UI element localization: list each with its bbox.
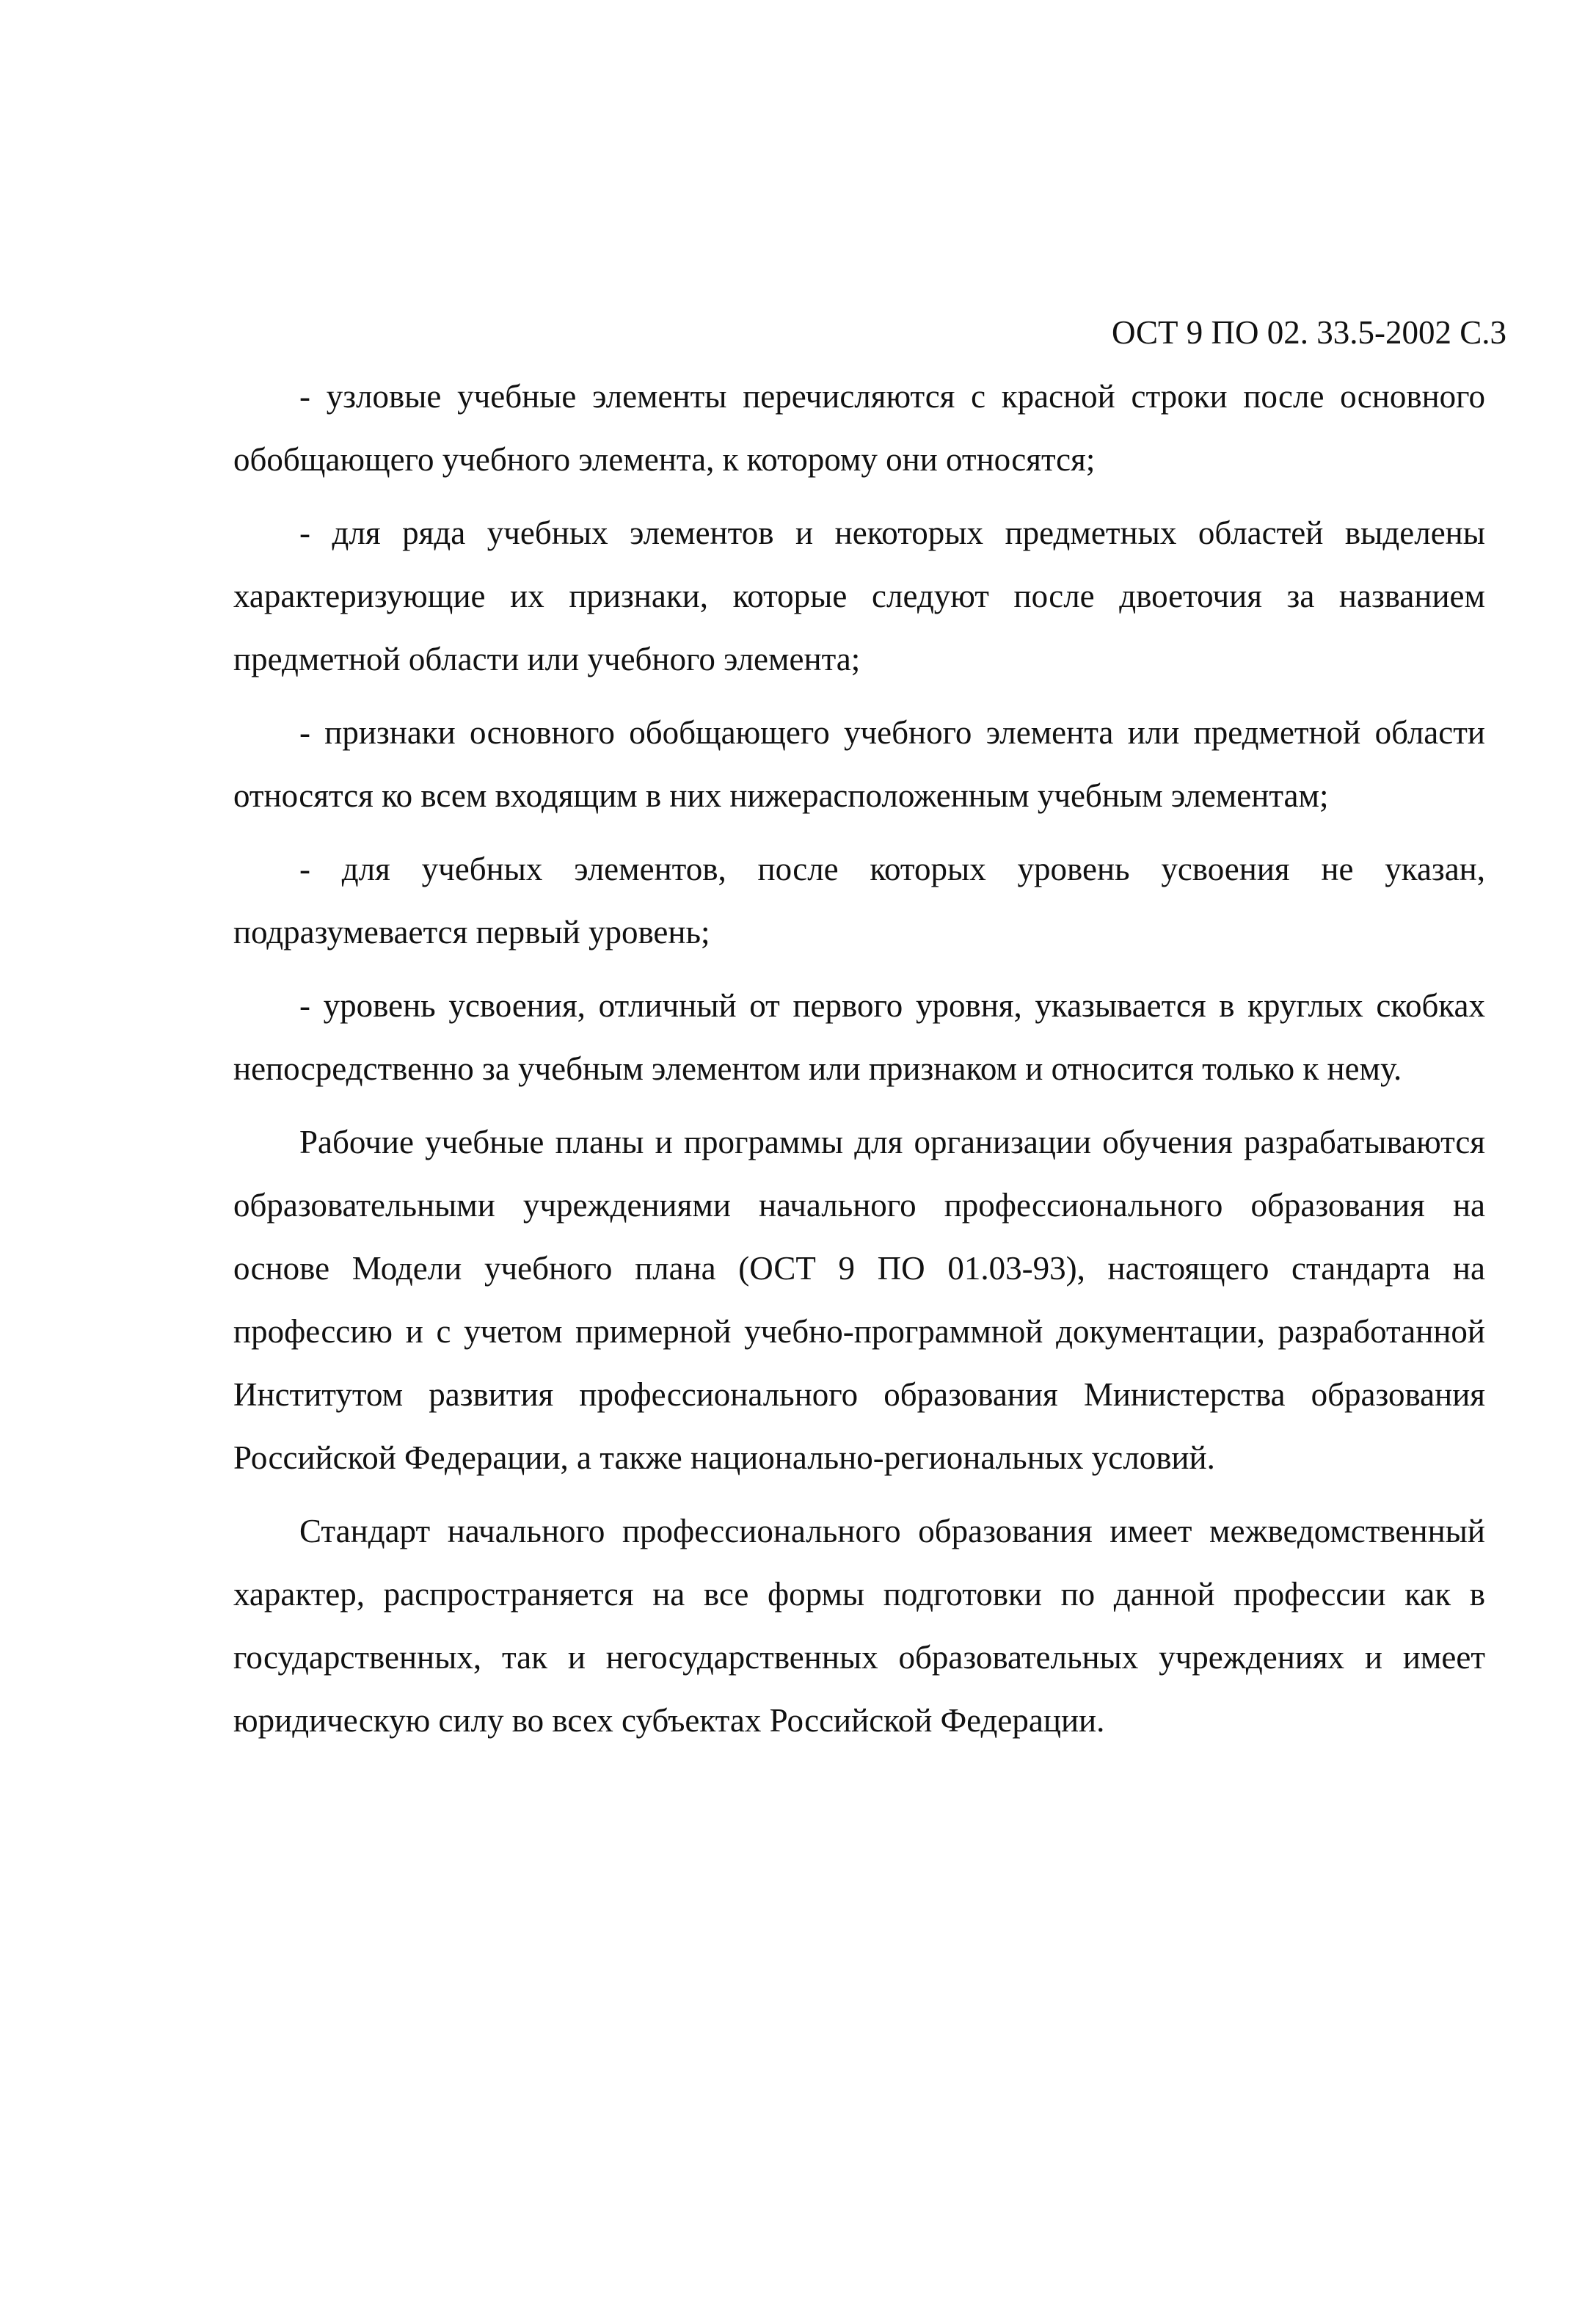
paragraph-default-level: - для учебных элементов, после которых уровень усвоения не указан, подразумевается первый уровень;	[233, 851, 1485, 950]
paragraph-attribute-scope: - признаки основного обобщающего учебного элемента или предметной области относятся ко всем входящим в них нижерасположенным учебным элементам;	[233, 714, 1485, 814]
paragraph-working-plans: Рабочие учебные планы и программы для организации обучения разрабатываются образовательными учреждениями начального профессионального образования на основе Модели учебного плана (ОСТ 9 ПО 01.03-93), настоящего стандарта на профессию и с учетом примерной учебно-программной документации, разработанной Институтом развития профессионального образования Министерства образования Российской Федерации, а также национально-региональных условий.	[233, 1124, 1485, 1476]
page-header: ОСТ 9 ПО 02. 33.5-2002 С.3	[1111, 314, 1506, 351]
paragraph-characteristics: - для ряда учебных элементов и некоторых предметных областей выделены характеризующие их признаки, которые следуют после двоеточия за названием предметной области или учебного элемента;	[233, 515, 1485, 677]
paragraph-node-elements: - узловые учебные элементы перечисляются с красной строки после основного обобщающего учебного элемента, к которому они относятся;	[233, 378, 1485, 478]
paragraph-standard-scope: Стандарт начального профессионального образования имеет межведомственный характер, распространяется на все формы подготовки по данной профессии как в государственных, так и негосударственных образовательных учреждениях и имеет юридическую силу во всех субъектах Российской Федерации.	[233, 1513, 1485, 1739]
paragraph-level-notation: - уровень усвоения, отличный от первого уровня, указывается в круглых скобках непосредственно за учебным элементом или признаком и относится только к нему.	[233, 987, 1485, 1087]
document-body	[233, 365, 1485, 1752]
